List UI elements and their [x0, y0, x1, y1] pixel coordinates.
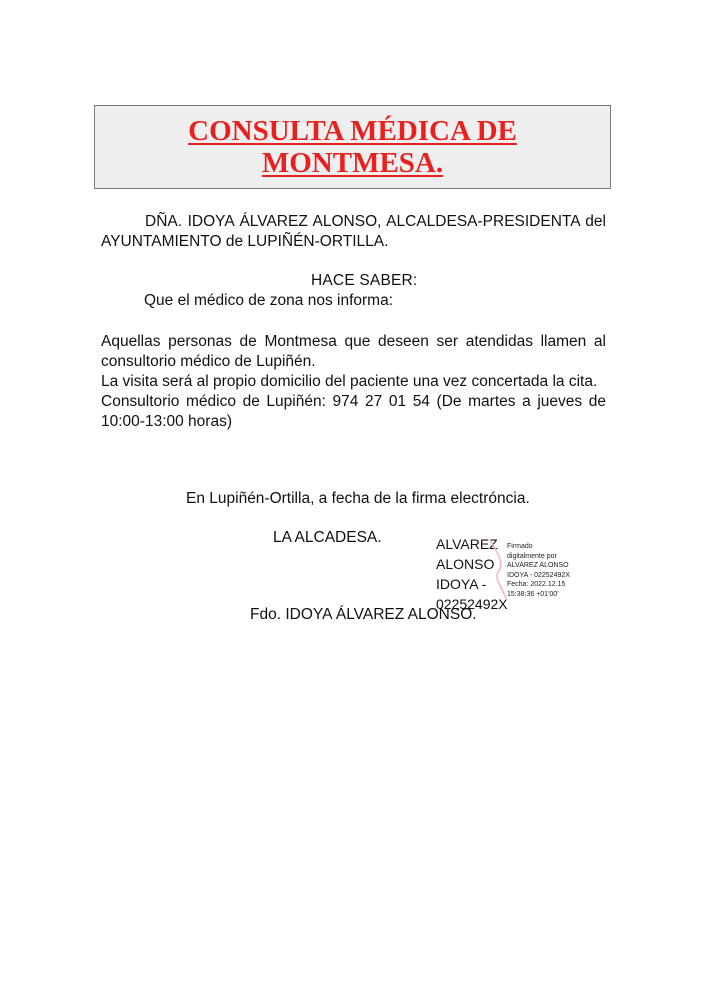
signature-name-line: 02252492X: [436, 596, 508, 612]
notice-paragraph-3: Consultorio médico de Lupiñén: 974 27 01 54 (De martes a jueves de 10:00-13:00 horas): [101, 393, 606, 430]
la-alcadesa-label: LA ALCADESA.: [273, 529, 382, 546]
date-place-line: En Lupiñén-Ortilla, a fecha de la firma electróncia.: [186, 490, 530, 507]
signature-name-line: ALVAREZ: [436, 536, 498, 552]
signature-meta-line: ALVAREZ ALONSO: [507, 562, 569, 569]
hace-saber-heading: HACE SABER:: [311, 272, 418, 289]
signature-name-line: IDOYA -: [436, 576, 487, 592]
title-line-1: CONSULTA MÉDICA DE: [188, 115, 517, 147]
signature-meta-line: Fecha: 2022.12.15: [507, 581, 566, 588]
que-line: Que el médico de zona nos informa:: [144, 292, 393, 309]
title-line-2: MONTMESA.: [261, 147, 444, 179]
notice-body: [101, 332, 606, 432]
signature-meta-line: Firmado: [507, 543, 533, 550]
signature-mark-icon: [488, 538, 508, 600]
notice-paragraph-1: Aquellas personas de Montmesa que deseen ser atendidas llamen al consultorio médico de Lupiñén.: [101, 333, 606, 370]
signature-meta-line: 15:38:36 +01'00': [507, 590, 559, 598]
signature-meta-line: IDOYA - 02252492X: [507, 571, 570, 579]
signature-metadata: [507, 542, 570, 599]
title-box: [94, 105, 611, 189]
intro-paragraph: DÑA. IDOYA ÁLVAREZ ALONSO, ALCALDESA-PRESIDENTA del AYUNTAMIENTO de LUPIÑÉN-ORTILLA.: [101, 213, 606, 250]
signature-name-line: ALONSO: [436, 556, 495, 572]
signer-line: Fdo. IDOYA ÁLVAREZ ALONSO.: [250, 606, 477, 623]
signature-meta-line: digitalmente por: [507, 552, 557, 560]
notice-paragraph-2: La visita será al propio domicilio del paciente una vez concertada la cita.: [101, 373, 598, 390]
